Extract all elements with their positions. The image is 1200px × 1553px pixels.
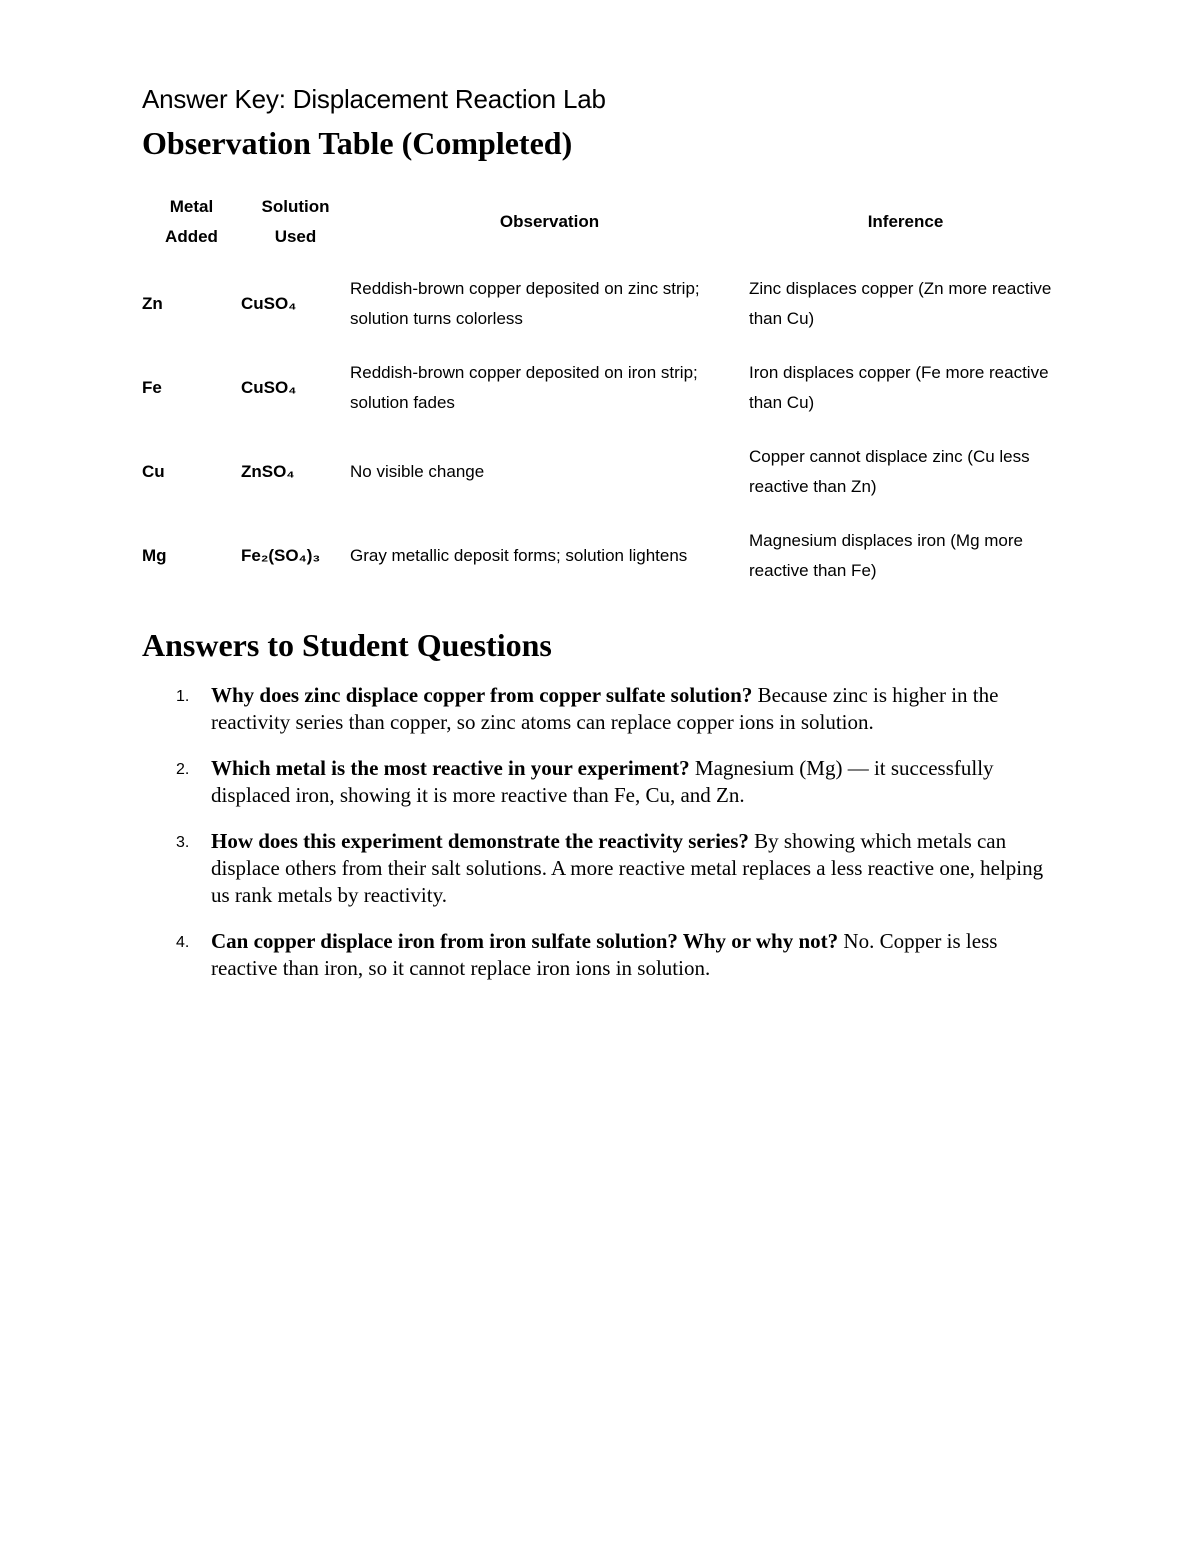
cell-inference: Copper cannot displace zinc (Cu less reactive than Zn) bbox=[749, 447, 1030, 496]
question-text: Can copper displace iron from iron sulfate solution? Why or why not? bbox=[211, 929, 839, 953]
column-header-metal bbox=[142, 182, 241, 262]
cell-metal: Fe bbox=[142, 378, 162, 397]
cell-metal: Cu bbox=[142, 462, 165, 481]
list-item bbox=[142, 682, 1062, 736]
cell-inference: Iron displaces copper (Fe more reactive than Cu) bbox=[749, 363, 1049, 412]
question-text: Which metal is the most reactive in your experiment? bbox=[211, 756, 690, 780]
document-title: Answer Key: Displacement Reaction Lab bbox=[142, 84, 606, 114]
document-page bbox=[142, 80, 1062, 1001]
column-header-solution-line2: Used bbox=[274, 227, 317, 246]
table-row bbox=[142, 514, 1062, 598]
answer-text: Because zinc is higher in the reactivity series than copper, so zinc atoms can replace copper ions in solution. bbox=[211, 683, 999, 734]
question-number: 1. bbox=[176, 688, 190, 705]
cell-observation: Gray metallic deposit forms; solution lightens bbox=[350, 546, 688, 565]
cell-observation: No visible change bbox=[350, 462, 485, 481]
list-item bbox=[142, 928, 1062, 982]
cell-metal: Zn bbox=[142, 294, 163, 313]
question-number: 4. bbox=[176, 934, 190, 951]
answer-text: By showing which metals can displace others from their salt solutions. A more reactive metal replaces a less reactive one, helping us rank metals by reactivity. bbox=[211, 829, 1044, 907]
answer-text: No. Copper is less reactive than iron, so it cannot replace iron ions in solution. bbox=[211, 929, 998, 980]
cell-solution: CuSO₄ bbox=[241, 294, 297, 313]
column-header-observation: Observation bbox=[499, 212, 600, 231]
table-row bbox=[142, 262, 1062, 346]
observation-table-heading: Observation Table (Completed) bbox=[142, 125, 573, 161]
cell-solution: ZnSO₄ bbox=[241, 462, 295, 481]
observation-table bbox=[142, 182, 1062, 598]
questions-list bbox=[142, 682, 1062, 982]
cell-metal: Mg bbox=[142, 546, 167, 565]
column-header-metal-line2: Added bbox=[165, 227, 218, 246]
cell-inference: Magnesium displaces iron (Mg more reactive than Fe) bbox=[749, 531, 1023, 580]
cell-inference: Zinc displaces copper (Zn more reactive than Cu) bbox=[749, 279, 1052, 328]
column-header-solution-line1: Solution bbox=[261, 197, 330, 216]
question-number: 2. bbox=[176, 761, 190, 778]
column-header-solution bbox=[241, 182, 350, 262]
answer-text: Magnesium (Mg) — it successfully displaced iron, showing it is more reactive than Fe, Cu, and Zn. bbox=[211, 756, 994, 807]
cell-observation: Reddish-brown copper deposited on zinc strip; solution turns colorless bbox=[350, 279, 700, 328]
table-row bbox=[142, 346, 1062, 430]
cell-solution: CuSO₄ bbox=[241, 378, 297, 397]
question-text: Why does zinc displace copper from copper sulfate solution? bbox=[211, 683, 753, 707]
column-header-metal-line1: Metal bbox=[169, 197, 214, 216]
column-header-inference: Inference bbox=[867, 212, 944, 231]
question-text: How does this experiment demonstrate the reactivity series? bbox=[211, 829, 749, 853]
question-number: 3. bbox=[176, 834, 190, 851]
list-item bbox=[142, 828, 1062, 909]
table-row bbox=[142, 430, 1062, 514]
list-item bbox=[142, 755, 1062, 809]
cell-observation: Reddish-brown copper deposited on iron strip; solution fades bbox=[350, 363, 698, 412]
table-header-row bbox=[142, 182, 1062, 262]
questions-heading: Answers to Student Questions bbox=[142, 627, 552, 663]
cell-solution: Fe₂(SO₄)₃ bbox=[241, 546, 321, 565]
